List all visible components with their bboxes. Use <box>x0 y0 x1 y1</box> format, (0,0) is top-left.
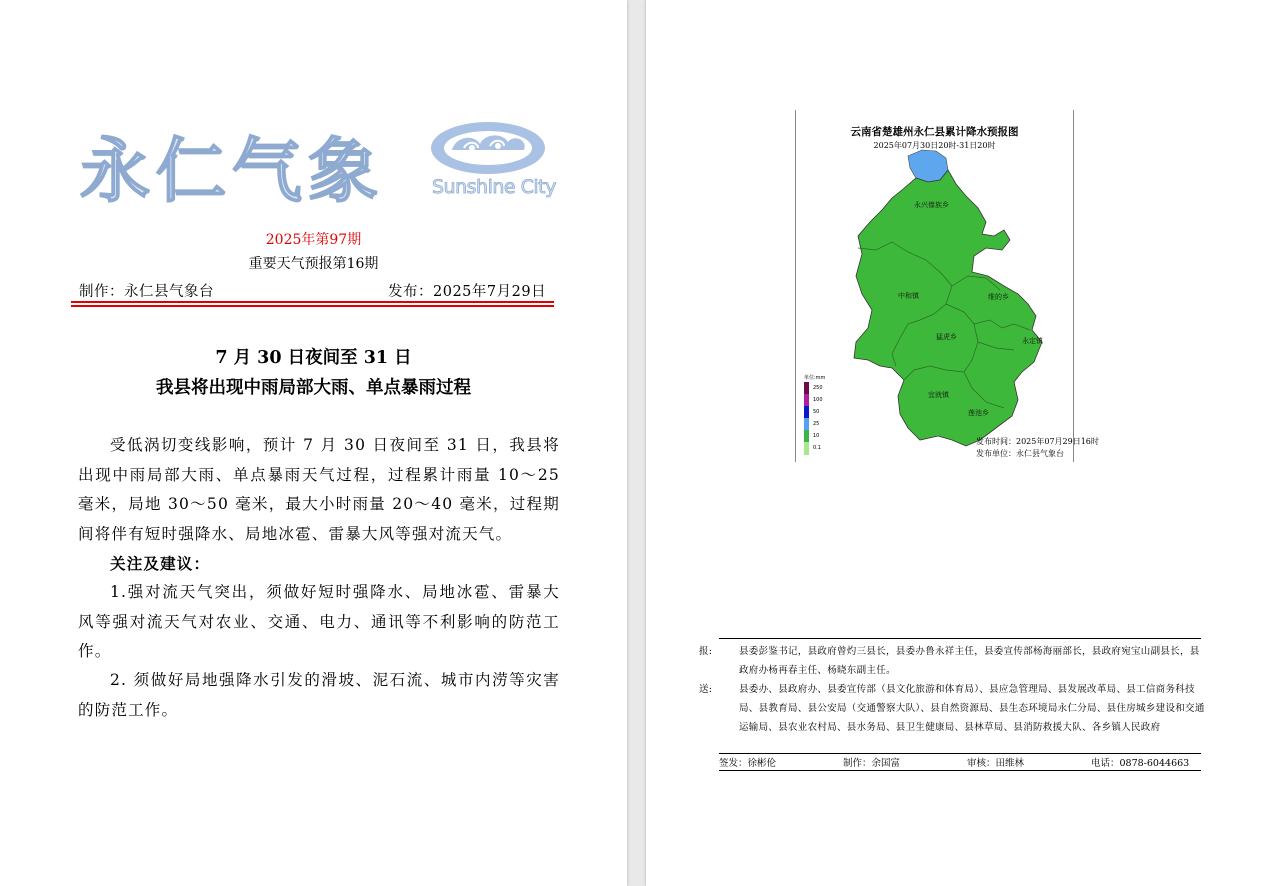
advice-heading: 关注及建议： <box>110 554 211 573</box>
advice-item-2: 2. 须做好局地强降水引发的滑坡、泥石流、城市内涝等灾害的防范工作。 <box>78 671 560 719</box>
contact-phone: 电话：0878-6044663 <box>1091 758 1190 769</box>
county-map <box>796 110 1073 462</box>
report-to <box>699 642 1209 680</box>
forecast-issue: 重要天气预报第16期 <box>248 256 379 272</box>
county-region <box>854 170 1042 446</box>
body-paragraph: 受低涡切变线影响，预计 7 月 30 日夜间至 31 日，我县将出现中雨局部大雨、单点暴雨天气过程，过程累计雨量 10～25 毫米，局地 30～50 毫米，最大小时雨量 20～40 毫米，过程期间将伴有短时强降水、局地冰雹、雷暴大风等强对流天气。 <box>78 436 560 543</box>
town-label: 宜就镇 <box>928 391 949 399</box>
send-to <box>699 680 1209 737</box>
map-subtitle: 2025年07月30日20时-31日20时 <box>873 141 996 150</box>
red-divider <box>71 301 554 303</box>
legend-label: 25 <box>813 421 820 427</box>
report-text: 县委彭鉴书记，县政府曾灼三县长，县委办鲁永祥主任，县委宣传部杨海丽部长，县政府宛宝山副县长，县政府办杨再春主任、杨晓东副主任。 <box>739 646 1200 676</box>
signer-reviewer: 审核：田维林 <box>967 758 1025 769</box>
logo-text: Sunshine City <box>432 176 556 198</box>
map-issue-time: 发布时间：2025年07月29日16时 <box>976 437 1099 446</box>
legend-label: 250 <box>813 385 823 391</box>
left-page <box>0 0 627 886</box>
town-label: 维的乡 <box>988 293 1009 301</box>
right-page <box>646 0 1273 886</box>
legend-label: 0.1 <box>813 445 821 451</box>
signer-issuer: 签发：徐彬伦 <box>719 758 777 769</box>
publish-date: 发布：2025年7月29日 <box>388 284 547 300</box>
masthead-title: 永仁气象 <box>80 129 384 212</box>
legend-label: 100 <box>813 397 823 403</box>
legend-swatch <box>804 442 809 455</box>
rule <box>719 753 1201 754</box>
rule <box>719 638 1201 639</box>
report-label: 报: <box>699 646 713 657</box>
maker-line: 制作：永仁县气象台 <box>79 284 214 300</box>
precipitation-map <box>795 110 1099 462</box>
town-label: 永定镇 <box>1022 337 1043 345</box>
advice-item-1: 1.强对流天气突出，须做好短时强降水、局地冰雹、雷暴大风等强对流天气对农业、交通、电力、通讯等不利影响的防范工作。 <box>78 583 560 660</box>
headline-line-2: 我县将出现中雨局部大雨、单点暴雨过程 <box>156 378 471 398</box>
map-issuer: 发布单位：永仁县气象台 <box>976 449 1064 458</box>
legend-label: 10 <box>813 433 820 439</box>
rule <box>719 770 1201 771</box>
signer-maker: 制作：余国富 <box>843 758 901 769</box>
town-label: 莲池乡 <box>968 409 989 417</box>
map-title: 云南省楚雄州永仁县累计降水预报图 <box>850 126 1019 138</box>
issue-number: 2025年第97期 <box>265 232 362 248</box>
town-label: 猛虎乡 <box>936 333 957 341</box>
send-label: 送: <box>699 684 713 695</box>
headline-line-1: 7 月 30 日夜间至 31 日 <box>215 348 412 368</box>
legend-label: 50 <box>813 409 820 415</box>
red-divider <box>71 305 554 307</box>
town-label: 中和镇 <box>898 292 919 300</box>
legend-unit: 单位:mm <box>804 375 826 381</box>
town-label: 永兴傣族乡 <box>914 201 949 209</box>
send-text: 县委办、县政府办、县委宣传部（县文化旅游和体育局）、县应急管理局、县发展改革局、县工信商务科技局、县教育局、县公安局（交通警察大队）、县自然资源局、县生态环境局永仁分局、县住房城乡建设和交通运输局、县农业农村局、县水务局、县卫生健康局、县林草局、县消防救援大队、各乡镇人民政府 <box>739 684 1205 733</box>
